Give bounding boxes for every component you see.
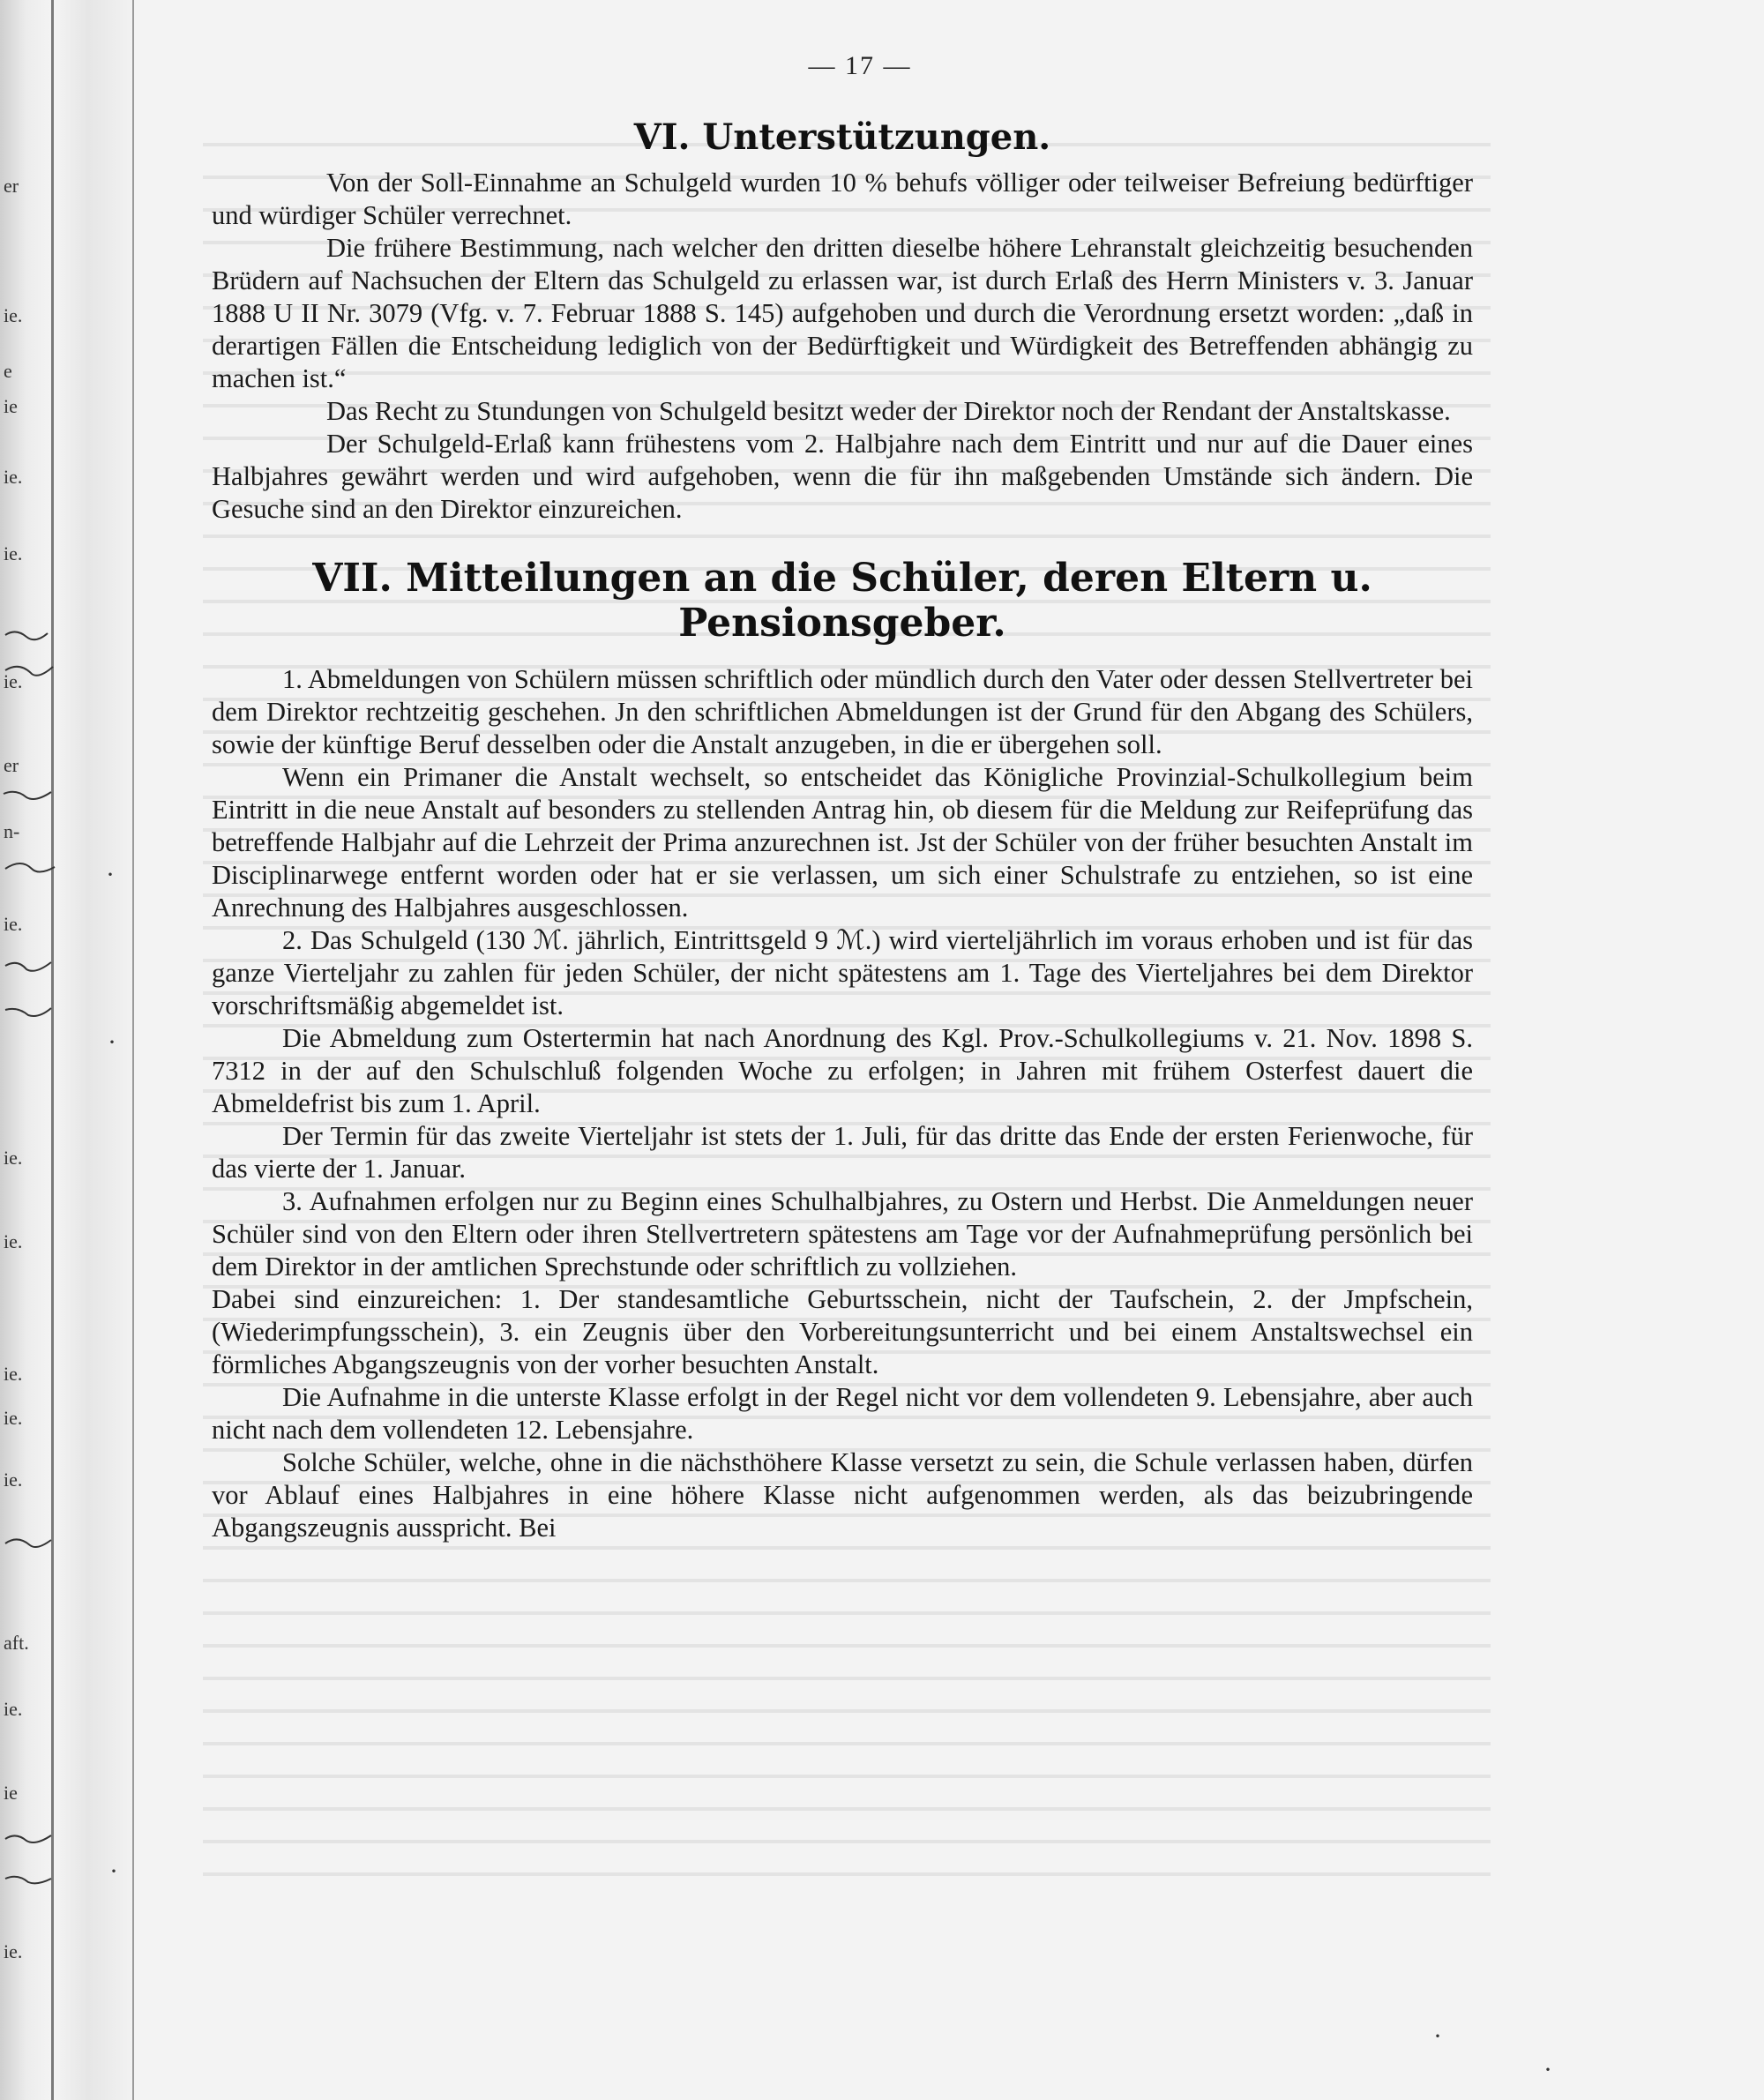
margin-fragment: ie. <box>4 670 23 692</box>
margin-fragment: er <box>4 754 19 776</box>
scribble-mark <box>5 1008 51 1016</box>
scribble-mark <box>5 631 48 639</box>
stray-mark: · <box>109 1857 118 1886</box>
stray-mark: · <box>1544 2055 1552 2084</box>
margin-fragment: ie. <box>4 1698 23 1720</box>
margin-fragment: ie. <box>4 1469 23 1491</box>
margin-fragment: ie. <box>4 1363 23 1385</box>
paragraph: Die frühere Bestimmung, nach welcher den dritten dieselbe höhere Lehranstalt gleichzeitig besuchenden Brüdern auf Nachsuchen der Eltern das Schulgeld zu erlassen war, ist durch Erlaß des Herrn Ministers v. 3. Januar 1888 U II Nr. 3079 (Vfg. v. 7. Februar 1888 S. 145) aufgehoben und durch die Verordnung ersetzt worden: „daß in derartigen Fällen die Entscheidung lediglich von der Bedürftigkeit und Würdigkeit des Betreffenden abhängig zu machen ist.“ <box>212 233 1473 393</box>
margin-fragment: ie <box>4 395 18 417</box>
paragraph: Der Termin für das zweite Vierteljahr ist stets der 1. Juli, für das dritte das Ende der ersten Ferienwoche, für das vierte der 1. Januar. <box>212 1121 1473 1184</box>
paragraph: Die Aufnahme in die unterste Klasse erfolgt in der Regel nicht vor dem vollendeten 9. Lebensjahre, aber auch nicht nach dem vollendeten 12. Lebensjahre. <box>212 1382 1473 1445</box>
margin-fragment: n- <box>4 820 20 842</box>
margin-fragment: ie. <box>4 1940 23 1962</box>
paragraph: Solche Schüler, welche, ohne in die nächsthöhere Klasse versetzt zu sein, die Schule verlassen haben, dürfen vor Ablauf eines Halbjahres in eine höhere Klasse nicht aufgenommen werden, als das beizubringende Abgangszeugnis ausspricht. Bei <box>212 1447 1473 1543</box>
paragraph: 3. Aufnahmen erfolgen nur zu Beginn eines Schulhalbjahres, zu Ostern und Herbst. Die Anmeldungen neuer Schüler sind von den Eltern oder ihren Stellvertretern spätestens am Tage vor der Aufnahmeprüfung persönlich bei dem Direktor in der amtlichen Sprechstunde oder schriftlich zu vollziehen. <box>212 1186 1473 1282</box>
scribble-mark <box>5 667 53 676</box>
stray-mark: · <box>1433 2022 1442 2051</box>
scribble-mark <box>4 792 51 799</box>
paragraph: Von der Soll-Einnahme an Schulgeld wurden 10 % behufs völliger oder teilweiser Befreiung bedürftiger und würdiger Schüler verrechnet. <box>212 168 1473 230</box>
margin-fragment: aft. <box>4 1632 29 1654</box>
margin-fragment: ie <box>4 1782 18 1804</box>
scribble-mark <box>5 1877 51 1884</box>
section-title-vi: VI. Unterstützungen. <box>633 116 1051 158</box>
paragraph: 2. Das Schulgeld (130 ℳ. jährlich, Eintrittsgeld 9 ℳ.) wird vierteljährlich im voraus erhoben und ist für das ganze Vierteljahr zu zahlen für jeden Schüler, der nicht spätestens am 1. Tage des Vierteljahres bei dem Direktor vorschriftsmäßig abgemeldet ist. <box>212 925 1473 1020</box>
margin-fragment: ie. <box>4 913 23 935</box>
paragraph: 1. Abmeldungen von Schülern müssen schriftlich oder mündlich durch den Vater oder dessen Stellvertreter bei dem Direktor rechtzeitig geschehen. Jn den schriftlichen Abmeldungen ist der Grund für den Abgang des Schülers, sowie der künftige Beruf desselben oder die Anstalt anzugeben, in die er übergehen soll. <box>212 664 1473 759</box>
paragraph: Die Abmeldung zum Ostertermin hat nach Anordnung des Kgl. Prov.-Schulkollegiums v. 21. Nov. 1898 S. 7312 in der auf den Schulschluß folgenden Woche zu erfolgen; in Jahren mit frühem Osterfest dauert die Abmeldefrist bis zum 1. April. <box>212 1023 1473 1118</box>
document-page <box>212 44 1473 1544</box>
scribble-mark <box>5 863 55 872</box>
margin-fragment: ie. <box>4 1147 23 1169</box>
stray-mark: · <box>106 860 115 889</box>
paragraph: Dabei sind einzureichen: 1. Der standesamtliche Geburtsschein, nicht der Taufschein, 2. der Jmpfschein, (Wiederimpfungsschein), 3. ein Zeugnis über den Vorbereitungsunterricht und bei einem Anstaltswechsel ein förmliches Abgangszeugnis von der vorher besuchten Anstalt. <box>212 1284 1473 1379</box>
margin-fragment: ie. <box>4 304 23 326</box>
margin-fragment: er <box>4 175 19 197</box>
margin-fragment: ie. <box>4 466 23 488</box>
scribble-mark <box>5 962 51 971</box>
paragraph: Das Recht zu Stundungen von Schulgeld besitzt weder der Direktor noch der Rendant der Anstaltskasse. <box>326 396 1451 426</box>
page-number: — 17 — <box>808 51 912 80</box>
section-title-vii: VII. Mitteilungen an die Schüler, deren Eltern u. Pensionsgeber. <box>312 556 1372 646</box>
stray-mark: · <box>108 1028 116 1057</box>
margin-fragment: ie. <box>4 542 23 564</box>
handwriting-scribbles <box>0 0 62 2100</box>
scribble-mark <box>5 1835 51 1842</box>
scribble-mark <box>5 1539 51 1547</box>
page-edge-line <box>132 0 134 2100</box>
margin-fragment: e <box>4 360 12 382</box>
margin-fragment: ie. <box>4 1407 23 1429</box>
paragraph: Der Schulgeld-Erlaß kann frühestens vom 2. Halbjahre nach dem Eintritt und nur auf die Dauer eines Halbjahres gewährt werden und wird aufgehoben, wenn die für ihn maßgebenden Umstände sich ändern. Die Gesuche sind an den Direktor einzureichen. <box>212 429 1473 524</box>
margin-fragment: ie. <box>4 1230 23 1252</box>
paragraph: Wenn ein Primaner die Anstalt wechselt, so entscheidet das Königliche Provinzial-Schulkollegium beim Eintritt in die neue Anstalt auf besonders zu stellenden Antrag hin, ob diesem für die Meldung zur Reifeprüfung das betreffende Halbjahr auf die Lehrzeit der Prima anzurechnen ist. Jst der Schüler von der früher besuchten Anstalt im Disciplinarwege entfernt worden oder hat er sie verlassen, um sich einer Schulstrafe zu entziehen, so ist eine Anrechnung des Halbjahres ausgeschlossen. <box>212 762 1473 923</box>
